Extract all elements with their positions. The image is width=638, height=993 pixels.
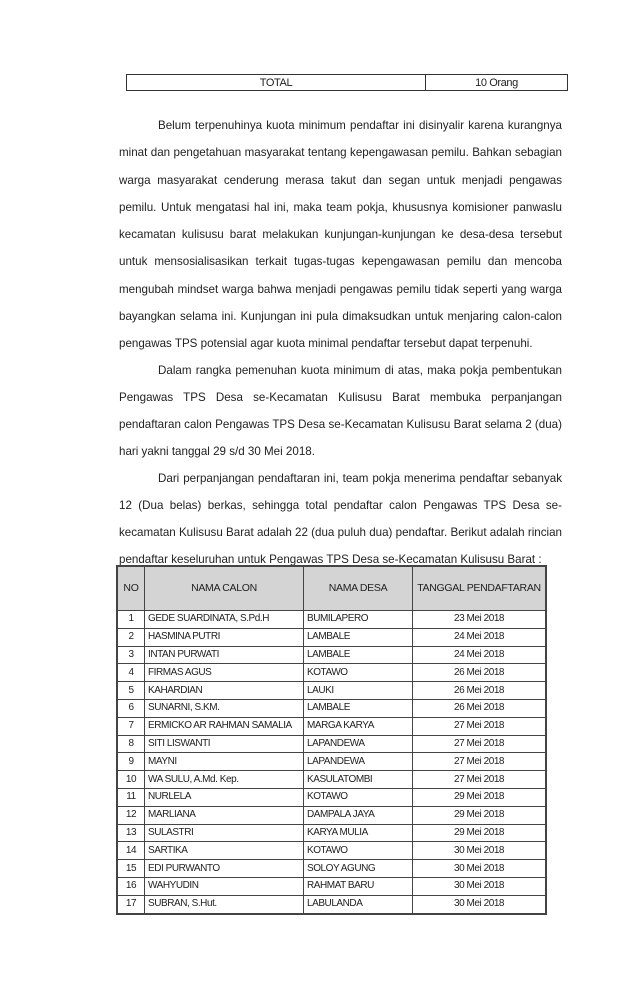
- cell-tanggal: 24 Mei 2018: [413, 646, 547, 664]
- cell-nama-desa: KOTAWO: [304, 842, 413, 860]
- registrant-table: [116, 565, 547, 915]
- text-line: untuk mensosialisasikan terkait tugas-tugas kepengawasan pemilu dan mencoba: [119, 255, 562, 268]
- cell-tanggal: 26 Mei 2018: [413, 699, 547, 717]
- cell-nama-calon: FIRMAS AGUS: [145, 664, 304, 682]
- cell-no: 2: [117, 628, 145, 646]
- cell-nama-desa: LABULANDA: [304, 895, 413, 913]
- text-line: mengubah mindset warga bahwa menjadi pengawas pemilu tidak seperti yang warga: [119, 283, 562, 296]
- cell-nama-desa: KASULATOMBI: [304, 771, 413, 789]
- total-row: [127, 75, 568, 91]
- cell-nama-desa: BUMILAPERO: [304, 611, 413, 629]
- table-row: [117, 895, 546, 913]
- cell-tanggal: 27 Mei 2018: [413, 771, 547, 789]
- cell-nama-desa: DAMPALA JAYA: [304, 806, 413, 824]
- cell-no: 11: [117, 788, 145, 806]
- total-label: TOTAL: [127, 75, 426, 91]
- cell-tanggal: 29 Mei 2018: [413, 788, 547, 806]
- text-line: Dari perpanjangan pendaftaran ini, team pokja menerima pendaftar sebanyak: [158, 472, 562, 485]
- total-value: 10 Orang: [426, 75, 568, 91]
- cell-nama-calon: WAHYUDIN: [145, 877, 304, 895]
- cell-no: 5: [117, 682, 145, 700]
- cell-tanggal: 29 Mei 2018: [413, 824, 547, 842]
- cell-nama-desa: KOTAWO: [304, 788, 413, 806]
- cell-nama-calon: SUNARNI, S.KM.: [145, 699, 304, 717]
- text-line: Belum terpenuhinya kuota minimum pendaftar ini disinyalir karena kurangnya: [158, 119, 562, 132]
- cell-nama-calon: SARTIKA: [145, 842, 304, 860]
- cell-nama-calon: NURLELA: [145, 788, 304, 806]
- cell-no: 12: [117, 806, 145, 824]
- table-row: [117, 628, 546, 646]
- text-line: pemilu. Untuk mengatasi hal ini, maka team pokja, khususnya komisioner panwaslu: [119, 201, 562, 214]
- total-table: [126, 74, 568, 91]
- cell-nama-calon: SUBRAN, S.Hut.: [145, 895, 304, 913]
- text-line: pendaftaran calon Pengawas TPS Desa se-Kecamatan Kulisusu Barat selama 2 (dua): [119, 418, 562, 431]
- cell-no: 13: [117, 824, 145, 842]
- cell-tanggal: 27 Mei 2018: [413, 735, 547, 753]
- header-nama-desa: NAMA DESA: [304, 566, 413, 611]
- table-row: [117, 753, 546, 771]
- cell-nama-desa: LAMBALE: [304, 646, 413, 664]
- table-row: [117, 788, 546, 806]
- cell-nama-desa: KARYA MULIA: [304, 824, 413, 842]
- table-row: [117, 824, 546, 842]
- table-row: [117, 699, 546, 717]
- text-line: pengawas TPS potensial agar kuota minimal pendaftar tersebut dapat terpenuhi.: [119, 337, 533, 350]
- cell-nama-desa: LAPANDEWA: [304, 753, 413, 771]
- cell-tanggal: 23 Mei 2018: [413, 611, 547, 629]
- cell-nama-desa: LAMBALE: [304, 628, 413, 646]
- cell-no: 1: [117, 611, 145, 629]
- cell-tanggal: 27 Mei 2018: [413, 717, 547, 735]
- cell-tanggal: 30 Mei 2018: [413, 895, 547, 913]
- cell-no: 10: [117, 771, 145, 789]
- cell-nama-desa: LAUKI: [304, 682, 413, 700]
- cell-nama-desa: KOTAWO: [304, 664, 413, 682]
- table-body: [117, 611, 546, 914]
- cell-tanggal: 26 Mei 2018: [413, 682, 547, 700]
- table-row: [117, 842, 546, 860]
- cell-nama-calon: EDI PURWANTO: [145, 860, 304, 878]
- cell-no: 3: [117, 646, 145, 664]
- cell-nama-desa: RAHMAT BARU: [304, 877, 413, 895]
- cell-nama-calon: SITI LISWANTI: [145, 735, 304, 753]
- cell-nama-calon: ERMICKO AR RAHMAN SAMALIA: [145, 717, 304, 735]
- cell-nama-desa: LAPANDEWA: [304, 735, 413, 753]
- header-tanggal: TANGGAL PENDAFTARAN: [413, 566, 547, 611]
- header-nama-calon: NAMA CALON: [145, 566, 304, 611]
- table-row: [117, 735, 546, 753]
- cell-nama-desa: MARGA KARYA: [304, 717, 413, 735]
- cell-nama-calon: INTAN PURWATI: [145, 646, 304, 664]
- header-no: NO: [117, 566, 145, 611]
- table-row: [117, 860, 546, 878]
- text-line: Dalam rangka pemenuhan kuota minimum di atas, maka pokja pembentukan: [158, 364, 562, 377]
- text-line: bayangkan selama ini. Kunjungan ini pula dimaksudkan untuk menjaring calon-calon: [119, 310, 562, 323]
- text-line: minat dan pengetahuan masyarakat tentang kepengawasan pemilu. Bahkan sebagian: [119, 146, 562, 159]
- cell-nama-calon: WA SULU, A.Md. Kep.: [145, 771, 304, 789]
- text-line: hari yakni tanggal 29 s/d 30 Mei 2018.: [119, 445, 315, 458]
- cell-no: 17: [117, 895, 145, 913]
- cell-no: 8: [117, 735, 145, 753]
- cell-nama-desa: SOLOY AGUNG: [304, 860, 413, 878]
- cell-tanggal: 30 Mei 2018: [413, 842, 547, 860]
- cell-tanggal: 24 Mei 2018: [413, 628, 547, 646]
- table-header-row: [117, 566, 546, 611]
- text-line: kecamatan Kulisusu Barat adalah 22 (dua puluh dua) pendaftar. Berikut adalah rincian: [119, 526, 562, 539]
- cell-no: 4: [117, 664, 145, 682]
- cell-no: 14: [117, 842, 145, 860]
- cell-nama-calon: MAYNI: [145, 753, 304, 771]
- cell-nama-calon: MARLIANA: [145, 806, 304, 824]
- cell-no: 9: [117, 753, 145, 771]
- table-row: [117, 771, 546, 789]
- table-row: [117, 717, 546, 735]
- cell-tanggal: 27 Mei 2018: [413, 753, 547, 771]
- table-row: [117, 646, 546, 664]
- cell-tanggal: 30 Mei 2018: [413, 860, 547, 878]
- cell-no: 7: [117, 717, 145, 735]
- cell-nama-calon: KAHARDIAN: [145, 682, 304, 700]
- cell-tanggal: 29 Mei 2018: [413, 806, 547, 824]
- text-line: Pengawas TPS Desa se-Kecamatan Kulisusu Barat membuka perpanjangan: [119, 391, 562, 404]
- table-row: [117, 664, 546, 682]
- cell-tanggal: 30 Mei 2018: [413, 877, 547, 895]
- text-line: 12 (Dua belas) berkas, sehingga total pendaftar calon Pengawas TPS Desa se-: [119, 499, 562, 512]
- cell-no: 6: [117, 699, 145, 717]
- table-row: [117, 682, 546, 700]
- text-line: warga masyarakat cenderung merasa takut dan segan untuk menjadi pengawas: [119, 174, 562, 187]
- table-row: [117, 877, 546, 895]
- table-row: [117, 806, 546, 824]
- cell-no: 15: [117, 860, 145, 878]
- cell-nama-calon: HASMINA PUTRI: [145, 628, 304, 646]
- cell-nama-desa: LAMBALE: [304, 699, 413, 717]
- table-row: [117, 611, 546, 629]
- text-line: kecamatan kulisusu barat melakukan kunjungan-kunjungan ke desa-desa tersebut: [119, 228, 562, 241]
- cell-nama-calon: GEDE SUARDINATA, S.Pd.H: [145, 611, 304, 629]
- cell-nama-calon: SULASTRI: [145, 824, 304, 842]
- cell-no: 16: [117, 877, 145, 895]
- text-line: pendaftar keseluruhan untuk Pengawas TPS Desa se-Kecamatan Kulisusu Barat :: [119, 553, 542, 566]
- cell-tanggal: 26 Mei 2018: [413, 664, 547, 682]
